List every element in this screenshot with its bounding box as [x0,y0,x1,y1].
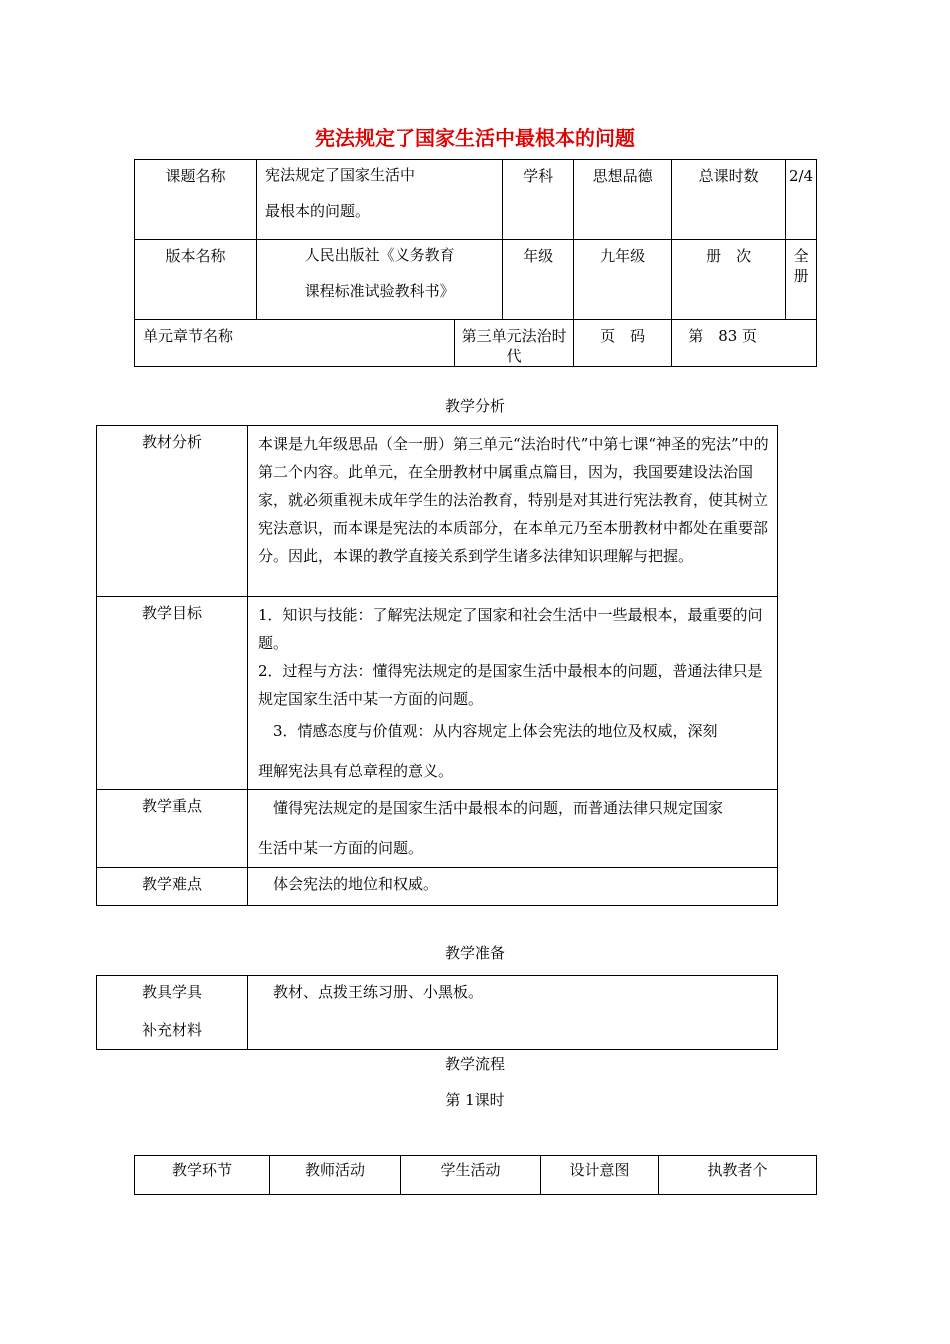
course-name-label: 课题名称 [135,160,257,240]
teaching-key-text: 懂得宪法规定的是国家生活中最根本的问题，而普通法律只规定国家 生活中某一方面的问题。 [248,790,778,868]
teaching-preparation-table [96,975,778,1050]
goal-3-line-2: 理解宪法具有总章程的意义。 [258,762,454,780]
material-analysis-label: 教材分析 [97,426,248,597]
teaching-difficulty-text: 体会宪法的地位和权威。 [248,868,778,906]
subject-label: 学科 [503,160,574,240]
teaching-goals-text [248,597,778,790]
edition-value: 人民出版社《义务教育 课程标准试验教科书》 [257,240,503,320]
page-title: 宪法规定了国家生活中最根本的问题 [315,126,635,150]
unit-chapter-label: 单元章节名称 [135,320,455,367]
page-label: 页 码 [574,320,672,367]
goal-2: 2．过程与方法：懂得宪法规定的是国家生活中最根本的问题，普通法律只是规定国家生活中某一方面的问题。 [258,662,763,708]
total-hours-value: 2/4 [786,160,817,240]
process-heading: 教学流程 [444,1055,505,1073]
tools-materials-text: 教材、点拨王练习册、小黑板。 [248,976,778,1050]
preparation-heading: 教学准备 [444,944,505,962]
column-header: 执教者个 [659,1156,817,1195]
subject-value: 思想品德 [574,160,672,240]
edition-label: 版本名称 [135,240,257,320]
column-header: 设计意图 [541,1156,659,1195]
column-header: 教师活动 [270,1156,401,1195]
session-label: 第 1课时 [445,1091,505,1109]
goal-1: 1．知识与技能：了解宪法规定了国家和社会生活中一些最根本，最重要的问题。 [258,606,763,652]
volume-label: 册 次 [672,240,786,320]
goal-3-line-1: 3．情感态度与价值观：从内容规定上体会宪法的地位及权威，深刻 [258,722,718,740]
teaching-analysis-table [96,425,778,906]
tools-materials-label: 教具学具 补充材料 [97,976,248,1050]
page-value: 第 83 页 [672,320,817,367]
course-name-value: 宪法规定了国家生活中 最根本的问题。 [257,160,503,240]
volume-value: 全册 [786,240,817,320]
analysis-heading: 教学分析 [444,397,505,415]
teaching-process-table [134,1155,817,1195]
unit-chapter-value: 第三单元法治时代 [455,320,574,367]
teaching-key-label: 教学重点 [97,790,248,868]
grade-label: 年级 [503,240,574,320]
column-header: 学生活动 [401,1156,541,1195]
total-hours-label: 总课时数 [672,160,786,240]
material-analysis-text: 本课是九年级思品（全一册）第三单元“法治时代”中第七课“神圣的宪法”中的第二个内容。此单元，在全册教材中属重点篇目，因为，我国要建设法治国家，就必须重视未成年学生的法治教育，特别是对其进行宪法教育，使其树立宪法意识，而本课是宪法的本质部分，在本单元乃至本册教材中都处在重要部分。因此，本课的教学直接关系到学生诸多法律知识理解与把握。 [248,426,778,597]
column-header: 教学环节 [135,1156,270,1195]
grade-value: 九年级 [574,240,672,320]
course-info-table [134,159,817,367]
teaching-goals-label: 教学目标 [97,597,248,790]
teaching-difficulty-label: 教学难点 [97,868,248,906]
